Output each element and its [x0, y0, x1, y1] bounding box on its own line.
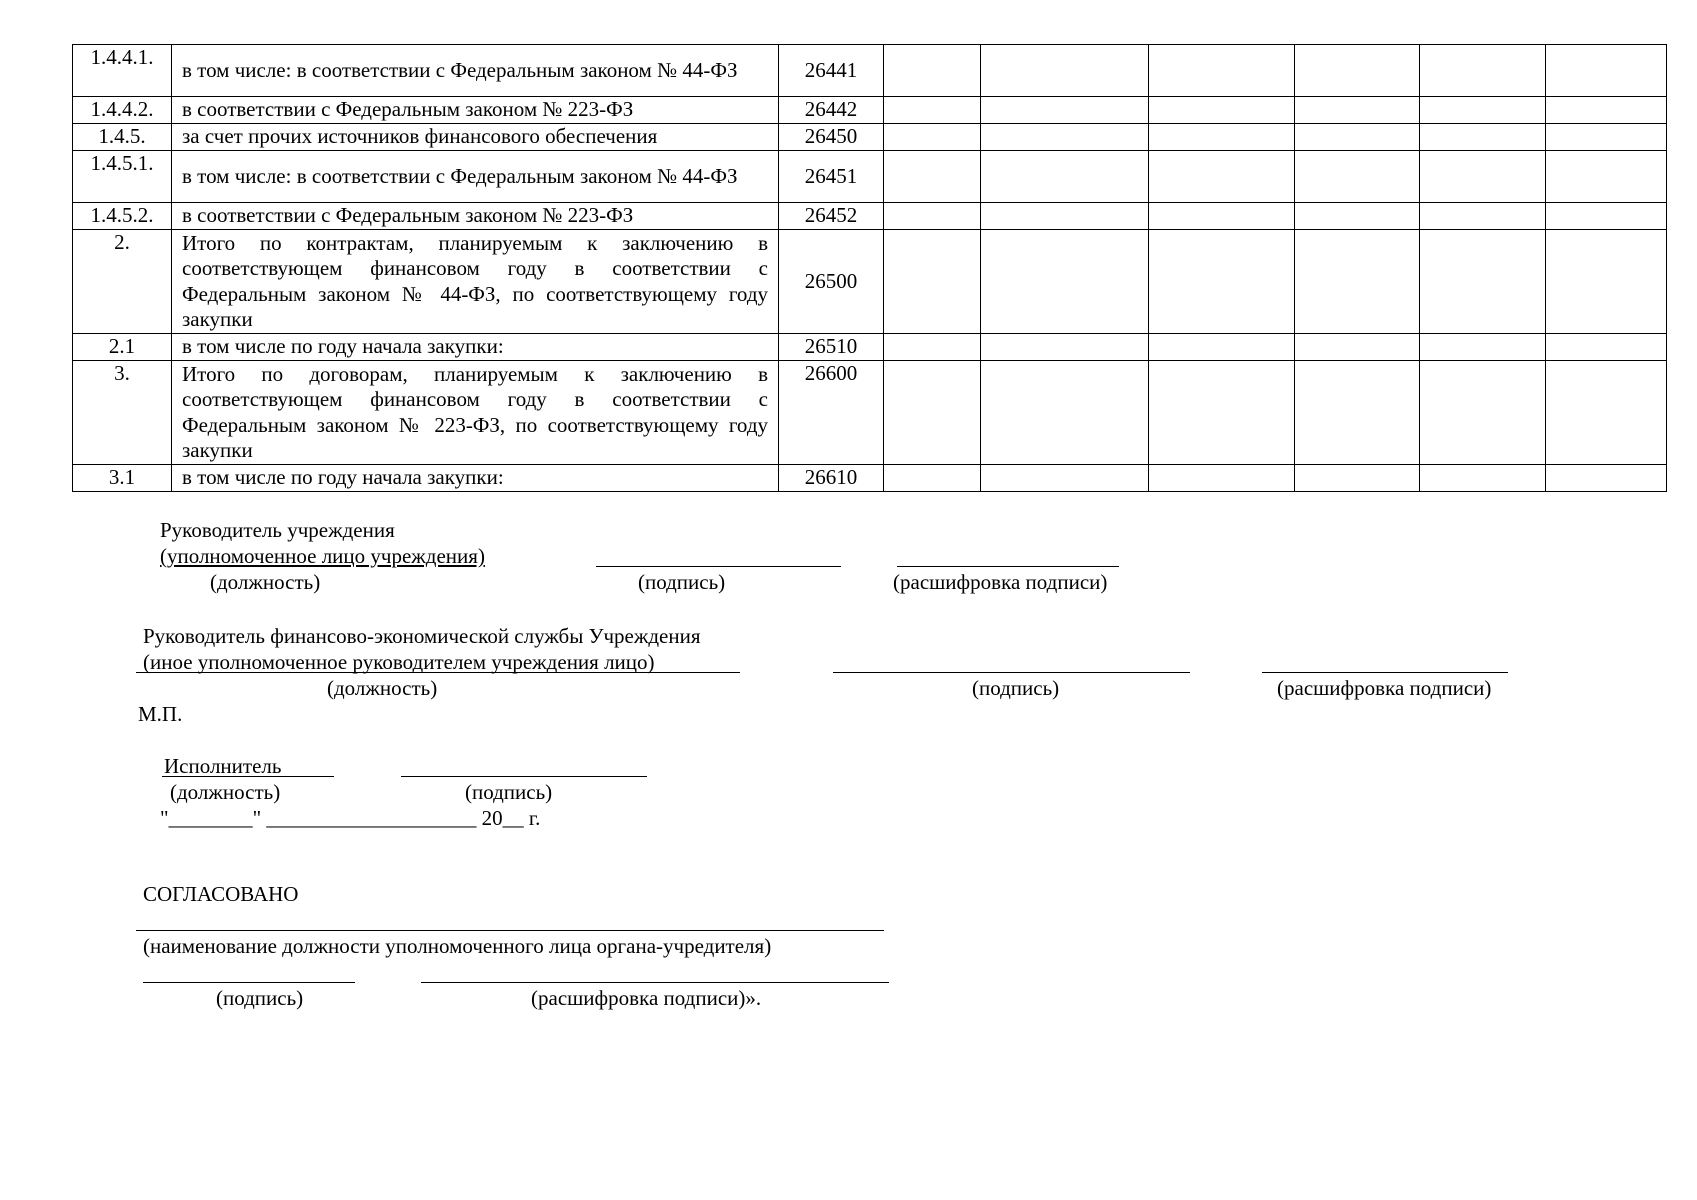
value-cell [1546, 124, 1667, 151]
approval-decoding-caption: (расшифровка подписи)». [531, 986, 762, 1010]
value-cell [1420, 97, 1546, 124]
value-cell [884, 203, 981, 230]
finance-position-line [136, 672, 740, 673]
value-cell [884, 361, 981, 465]
finance-signature-line [833, 672, 1190, 673]
value-cell [1295, 361, 1420, 465]
value-cell [1420, 465, 1546, 492]
row-code: 26510 [779, 334, 884, 361]
table-row [73, 361, 1667, 465]
executor-signature-line [401, 776, 647, 777]
value-cell [1149, 45, 1295, 97]
row-text-value: Итого по контрактам, планируемым к заключению в соответствующем финансовом году в соответствии с Федеральным законом № 44-ФЗ, по соответствующему году закупки [182, 230, 768, 331]
finance-decoding-caption: (расшифровка подписи) [1277, 676, 1492, 700]
value-cell [1149, 151, 1295, 203]
row-text-value: в том числе по году начала закупки: [182, 465, 504, 490]
row-text [172, 334, 779, 361]
row-text [172, 203, 779, 230]
value-cell [884, 334, 981, 361]
row-code: 26451 [779, 151, 884, 203]
value-cell [884, 97, 981, 124]
finance-title: Руководитель финансово-экономической службы Учреждения [143, 624, 701, 648]
value-cell [1149, 465, 1295, 492]
table-row [73, 151, 1667, 203]
approval-position-line [136, 930, 884, 931]
value-cell [1149, 334, 1295, 361]
value-cell [1420, 124, 1546, 151]
table-row [73, 465, 1667, 492]
value-cell [1546, 203, 1667, 230]
table-row [73, 334, 1667, 361]
value-cell [981, 361, 1149, 465]
row-text [172, 151, 779, 203]
value-cell [884, 45, 981, 97]
row-text [172, 361, 779, 465]
row-number: 1.4.4.2. [73, 97, 172, 124]
executor-signature-caption: (подпись) [465, 780, 553, 804]
table-row [73, 124, 1667, 151]
value-cell [884, 124, 981, 151]
row-text [172, 465, 779, 492]
row-code: 26450 [779, 124, 884, 151]
value-cell [981, 465, 1149, 492]
row-number: 1.4.5.2. [73, 203, 172, 230]
value-cell [981, 203, 1149, 230]
finance-position-caption: (должность) [327, 676, 438, 700]
head-position-caption: (должность) [210, 570, 321, 594]
value-cell [1295, 230, 1420, 334]
row-code: 26500 [779, 230, 884, 334]
value-cell [1420, 230, 1546, 334]
value-cell [1149, 97, 1295, 124]
value-cell [1295, 334, 1420, 361]
row-number: 3. [73, 361, 172, 465]
plan-table [72, 44, 1667, 492]
head-signature-caption: (подпись) [638, 570, 726, 594]
row-text-value: в том числе: в соответствии с Федеральным законом № 44-ФЗ [182, 163, 738, 188]
value-cell [1295, 151, 1420, 203]
value-cell [1295, 45, 1420, 97]
row-number: 1.4.5.1. [73, 151, 172, 203]
value-cell [1295, 465, 1420, 492]
value-cell [981, 334, 1149, 361]
executor-position-line [162, 776, 334, 777]
head-decoding-line [897, 566, 1119, 567]
value-cell [1420, 334, 1546, 361]
approval-signature-line [143, 982, 355, 983]
head-decoding-caption: (расшифровка подписи) [893, 570, 1108, 594]
row-text [172, 124, 779, 151]
value-cell [1149, 230, 1295, 334]
table-row [73, 97, 1667, 124]
value-cell [1420, 361, 1546, 465]
row-text [172, 97, 779, 124]
value-cell [1295, 203, 1420, 230]
stamp-place: М.П. [138, 702, 183, 726]
row-text-value: в соответствии с Федеральным законом № 223-ФЗ [182, 97, 634, 122]
approval-signature-caption: (подпись) [216, 986, 304, 1010]
value-cell [1420, 45, 1546, 97]
table-row [73, 45, 1667, 97]
head-signature-line [596, 566, 841, 567]
row-text-value: за счет прочих источников финансового обеспечения [182, 124, 658, 149]
table-row [73, 230, 1667, 334]
head-title-qualifier: (уполномоченное лицо учреждения) [160, 544, 485, 568]
finance-title-qualifier: (иное уполномоченное руководителем учреждения лицо) [143, 650, 655, 674]
value-cell [884, 465, 981, 492]
row-text [172, 45, 779, 97]
table-row [73, 203, 1667, 230]
value-cell [1295, 97, 1420, 124]
value-cell [1546, 230, 1667, 334]
row-code: 26452 [779, 203, 884, 230]
row-text-value: Итого по договорам, планируемым к заключению в соответствующем финансовом году в соответствии с Федеральным законом № 223-ФЗ, по соответствующему году закупки [182, 361, 768, 462]
approval-decoding-line [421, 982, 889, 983]
row-text [172, 230, 779, 334]
row-text-value: в том числе: в соответствии с Федеральным законом № 44-ФЗ [182, 57, 738, 82]
value-cell [981, 97, 1149, 124]
value-cell [981, 45, 1149, 97]
finance-signature-caption: (подпись) [972, 676, 1060, 700]
row-code: 26610 [779, 465, 884, 492]
row-number: 1.4.4.1. [73, 45, 172, 97]
head-title: Руководитель учреждения [160, 518, 395, 542]
row-number: 2. [73, 230, 172, 334]
value-cell [981, 151, 1149, 203]
value-cell [981, 230, 1149, 334]
value-cell [884, 151, 981, 203]
row-text-value: в том числе по году начала закупки: [182, 334, 504, 359]
value-cell [1420, 151, 1546, 203]
row-code: 26441 [779, 45, 884, 97]
value-cell [1546, 334, 1667, 361]
value-cell [1149, 203, 1295, 230]
row-number: 1.4.5. [73, 124, 172, 151]
executor-position-caption: (должность) [170, 780, 281, 804]
row-code: 26600 [779, 361, 884, 465]
value-cell [1149, 361, 1295, 465]
row-number: 2.1 [73, 334, 172, 361]
value-cell [1546, 151, 1667, 203]
row-code: 26442 [779, 97, 884, 124]
value-cell [1546, 97, 1667, 124]
value-cell [1295, 124, 1420, 151]
finance-decoding-line [1262, 672, 1508, 673]
value-cell [1546, 45, 1667, 97]
value-cell [884, 230, 981, 334]
value-cell [981, 124, 1149, 151]
row-number: 3.1 [73, 465, 172, 492]
executor-title: Исполнитель [164, 754, 282, 778]
executor-date-line: "________" ____________________ 20__ г. [160, 806, 541, 830]
value-cell [1420, 203, 1546, 230]
approval-heading: СОГЛАСОВАНО [143, 882, 299, 906]
value-cell [1149, 124, 1295, 151]
value-cell [1546, 361, 1667, 465]
row-text-value: в соответствии с Федеральным законом № 223-ФЗ [182, 203, 634, 228]
approval-position-caption: (наименование должности уполномоченного лица органа-учредителя) [143, 934, 772, 958]
value-cell [1546, 465, 1667, 492]
